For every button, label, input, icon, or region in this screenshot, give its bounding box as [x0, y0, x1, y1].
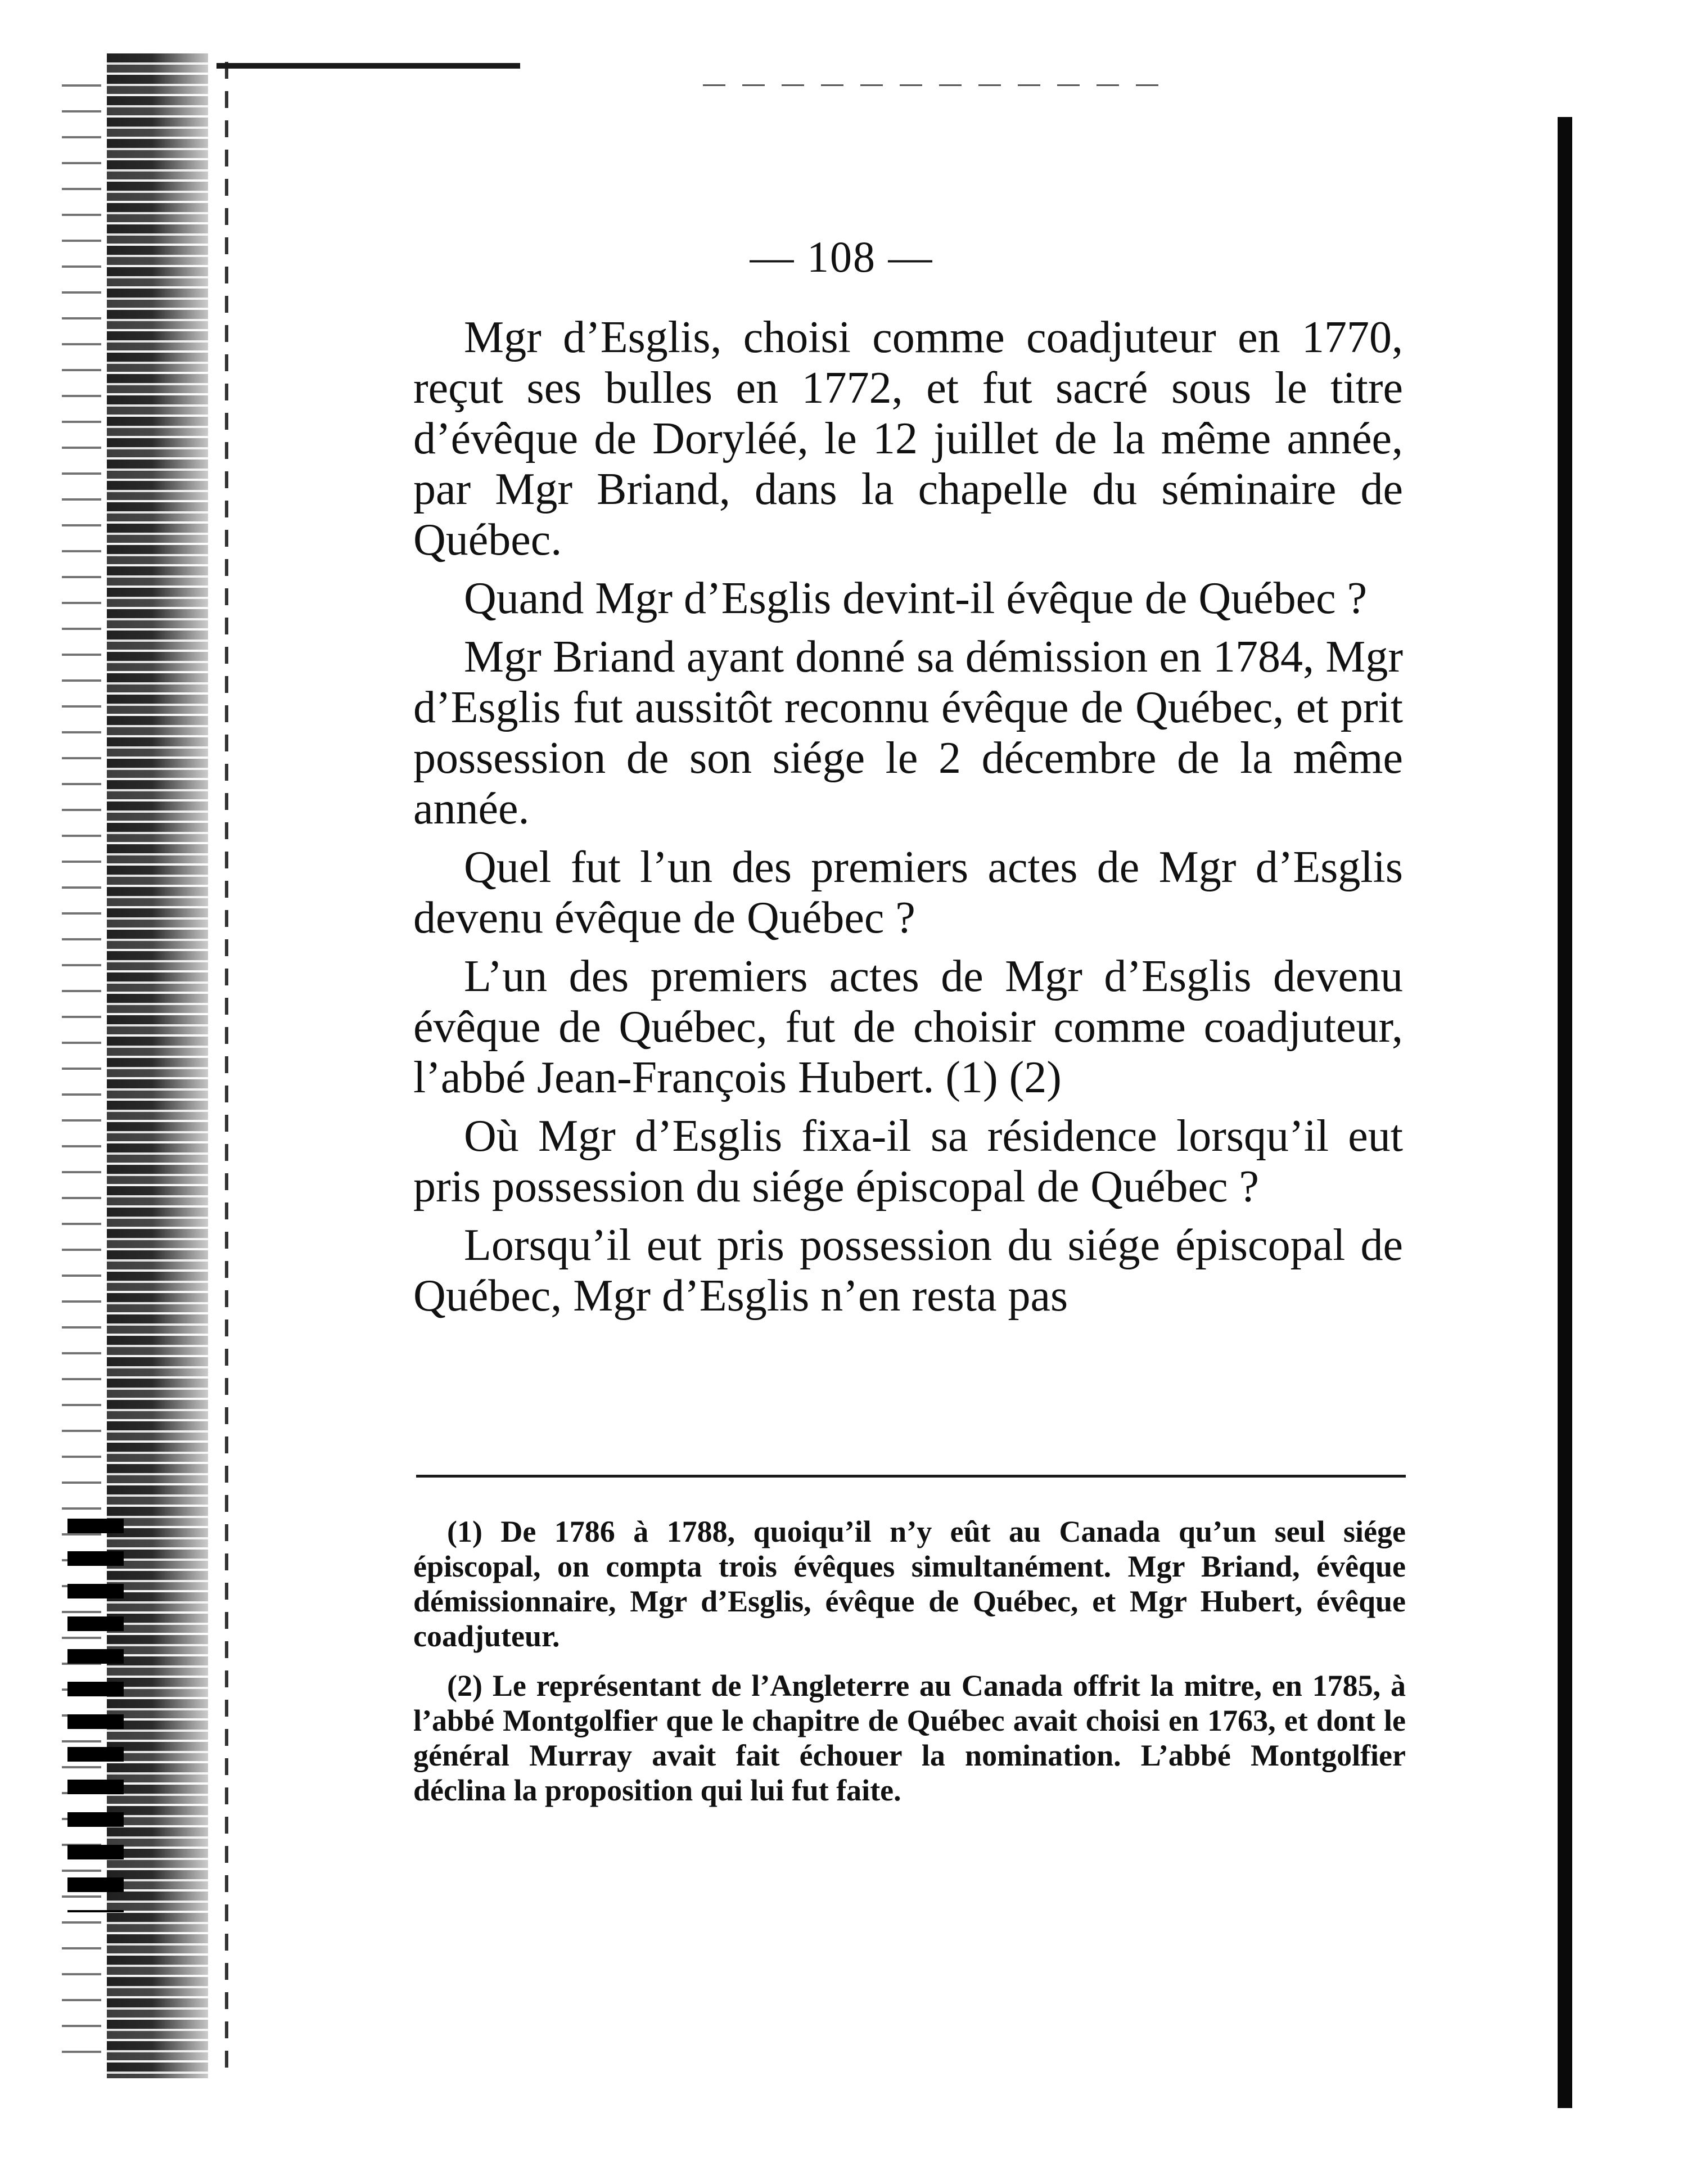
footnote-1: (1) De 1786 à 1788, quoiqu’il n’y eût au Canada qu’un seul siége épiscopal, on compta trois évêques simultanément. Mgr Briand, évêque démissionnaire, Mgr d’Esglis, évêque de Québec, et Mgr Hubert, évêque coadjuteur. [413, 1515, 1406, 1653]
question-paragraph: Quel fut l’un des premiers actes de Mgr d’Esglis devenu évêque de Québec ? [413, 843, 1403, 943]
right-page-edge [1558, 117, 1572, 2108]
page-number: — 108 — [750, 232, 933, 281]
question-paragraph: Où Mgr d’Esglis fixa-il sa résidence lorsqu’il eut pris possession du siége épiscopal de Québec ? [413, 1111, 1403, 1212]
body-text [413, 312, 1403, 1329]
footnote-2: (2) Le représentant de l’Angleterre au Canada offrit la mitre, en 1785, à l’abbé Montgolfier que le chapitre de Québec avait choisi en 1763, et dont le général Murray avait fait échouer la nomination. L’abbé Montgolfier déclina la proposition qui lui fut faite. [413, 1669, 1406, 1807]
binding-gutter-line [225, 62, 228, 2075]
footnote-separator [416, 1475, 1406, 1478]
answer-paragraph: Lorsqu’il eut pris possession du siége épiscopal de Québec, Mgr d’Esglis n’en resta pas [413, 1221, 1403, 1321]
question-paragraph: Quand Mgr d’Esglis devint-il évêque de Québec ? [464, 574, 1368, 623]
answer-paragraph: L’un des premiers actes de Mgr d’Esglis devenu évêque de Québec, fut de choisir comme coadjuteur, l’abbé Jean-François Hubert. (1) (2) [413, 952, 1403, 1102]
footnotes [413, 1514, 1406, 1822]
top-edge-dash [703, 84, 1164, 86]
answer-paragraph: Mgr d’Esglis, choisi comme coadjuteur en 1770, reçut ses bulles en 1772, et fut sacré sous le titre d’évêque de Doryléé, le 12 juillet de la même année, par Mgr Briand, dans la chapelle du séminaire de Québec. [413, 313, 1403, 565]
answer-paragraph: Mgr Briand ayant donné sa démission en 1784, Mgr d’Esglis fut aussitôt reconnu évêque de Québec, et prit possession de son siége le 2 décembre de la même année. [413, 632, 1403, 834]
top-edge-rule [216, 63, 520, 69]
binding-shadow-bars [67, 1519, 124, 1912]
